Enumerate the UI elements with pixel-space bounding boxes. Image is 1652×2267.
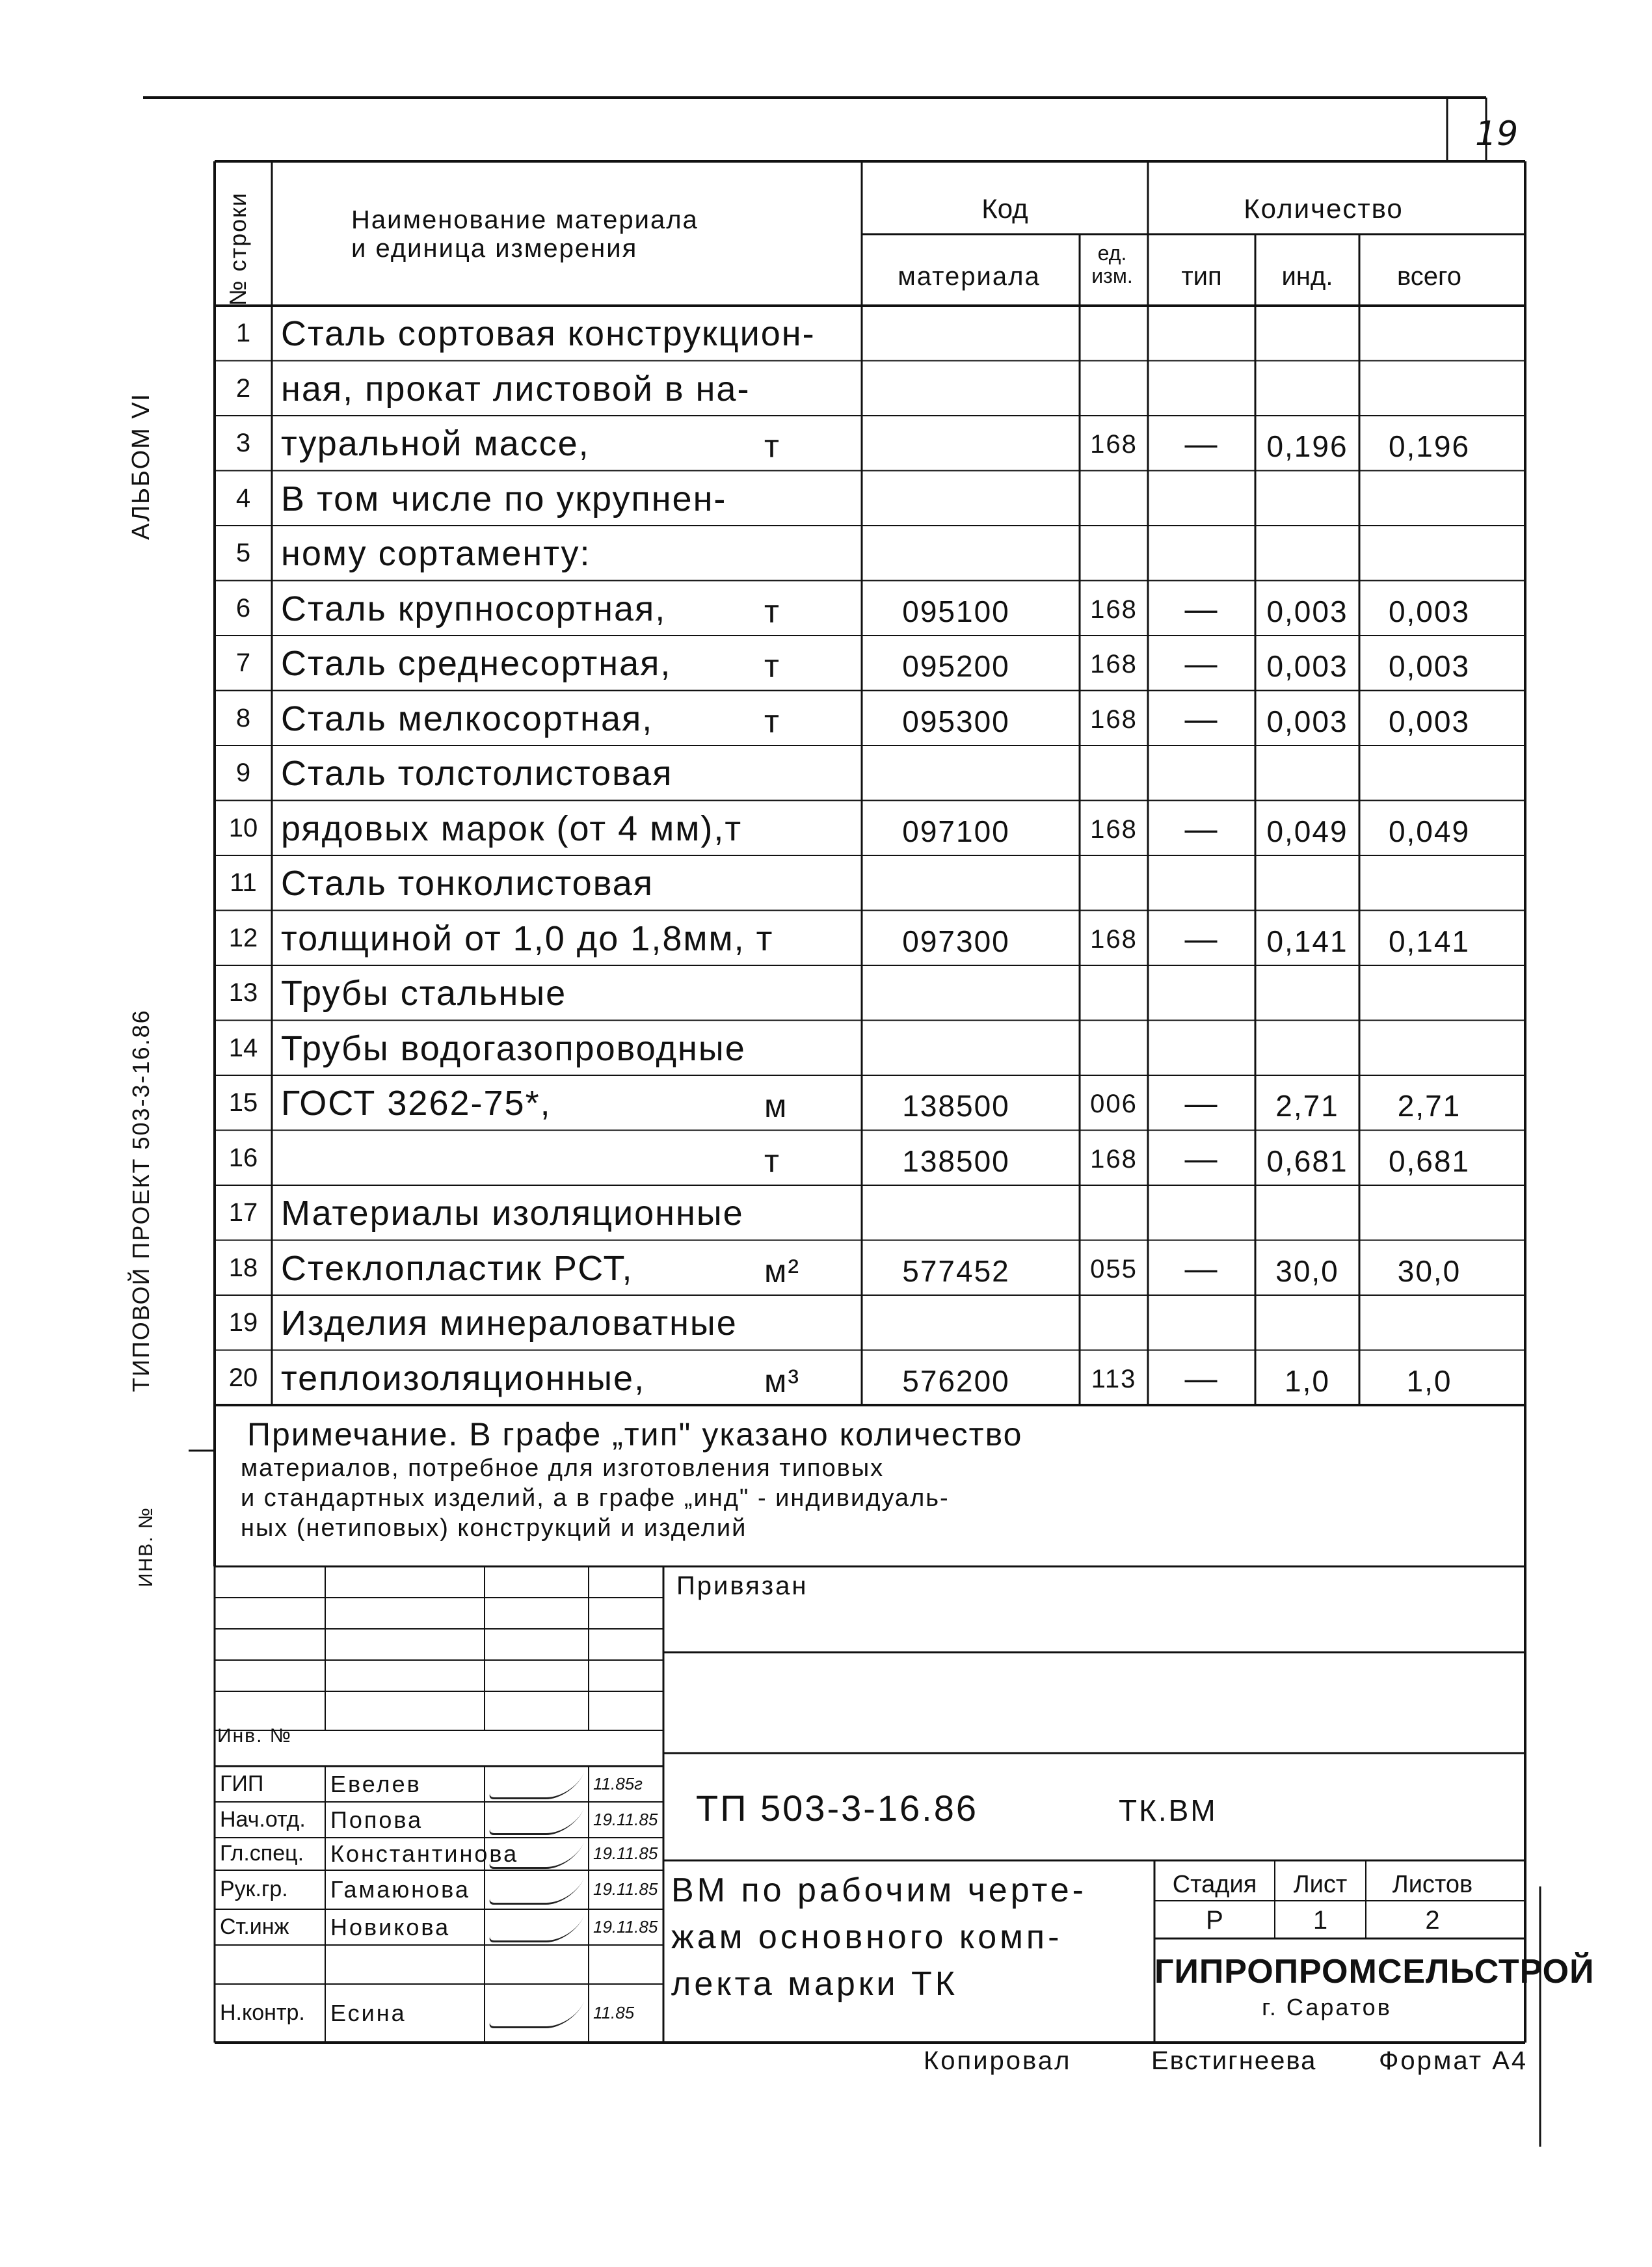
material-name: Сталь сортовая конструкцион-	[281, 314, 816, 353]
material-name: Стеклопластик РСТ,	[281, 1248, 633, 1288]
signer-role: Нач.отд.	[220, 1807, 306, 1832]
qty-total: 2,71	[1397, 1089, 1461, 1123]
sheet-label: Лист	[1293, 1871, 1348, 1898]
album-label: АЛЬБОМ VI	[127, 392, 155, 540]
material-name: рядовых марок (от 4 мм),т	[281, 809, 743, 848]
material-name: Трубы стальные	[281, 974, 567, 1013]
signer-role: Рук.гр.	[220, 1877, 288, 1901]
material-code: 577452	[902, 1254, 1010, 1288]
sheets-value: 2	[1425, 1906, 1440, 1935]
row-number: 17	[228, 1198, 258, 1227]
stage-value: Р	[1206, 1906, 1223, 1935]
sheets-label: Листов	[1392, 1871, 1473, 1898]
material-code: 095200	[902, 649, 1010, 683]
material-name: туральной массе,	[281, 424, 590, 463]
document-code: ТП 503-3-16.86	[696, 1788, 979, 1829]
row-number-header: № строки	[224, 191, 251, 306]
qty-ind: 0,003	[1266, 594, 1348, 628]
stage-label: Стадия	[1172, 1871, 1257, 1898]
qty-ind: 1,0	[1285, 1363, 1330, 1398]
material-code: 095100	[902, 594, 1010, 628]
row-number: 20	[228, 1363, 258, 1392]
project-label: ТИПОВОЙ ПРОЕКТ 503-3-16.86	[127, 1009, 154, 1392]
document-mark: ТК.ВМ	[1119, 1793, 1218, 1827]
material-unit: т	[764, 428, 780, 464]
qty-type: —	[1184, 920, 1219, 957]
qty-ind: 30,0	[1275, 1254, 1339, 1288]
qty-ind: 0,681	[1266, 1144, 1348, 1178]
material-name: Сталь крупносортная,	[281, 589, 667, 628]
signature-date: 19.11.85	[593, 1879, 658, 1899]
qty-type: —	[1184, 645, 1219, 682]
row-number: 11	[230, 868, 257, 897]
qty-type: —	[1184, 1085, 1219, 1121]
signer-name: Гамаюнова	[330, 1876, 470, 1903]
title-line1: ВМ по рабочим черте-	[671, 1871, 1087, 1909]
title-line3: лекта марки ТК	[671, 1965, 959, 2003]
note-line3: и стандартных изделий, а в графе „инд" - индивидуаль-	[241, 1484, 950, 1512]
signature-date: 19.11.85	[593, 1810, 658, 1829]
material-unit: т	[764, 703, 780, 740]
unit-code: 168	[1090, 704, 1138, 734]
material-code: 138500	[902, 1089, 1010, 1123]
qty-type: —	[1184, 1140, 1219, 1177]
qty-ind: 0,049	[1266, 814, 1348, 848]
note-line1: Примечание. В графе „тип" указано количество	[247, 1416, 1023, 1453]
title-line2: жам основного комп-	[671, 1918, 1063, 1956]
qty-ind: 0,196	[1266, 429, 1348, 463]
copied-by: Евстигнеева	[1151, 2046, 1317, 2075]
material-name: Сталь толстолистовая	[281, 754, 673, 793]
unit-code: 006	[1090, 1090, 1138, 1118]
inv-side-label: ИНВ. №	[135, 1506, 157, 1587]
material-name: толщиной от 1,0 до 1,8мм, т	[281, 919, 774, 958]
material-name: Изделия минераловатные	[281, 1304, 738, 1343]
material-name: Сталь тонколистовая	[281, 864, 654, 903]
qty-total: 0,003	[1388, 704, 1471, 738]
row-number: 1	[235, 319, 251, 347]
name-header-line1: Наименование материала	[351, 206, 699, 234]
material-unit: т	[764, 593, 780, 630]
signer-name: Константинова	[330, 1840, 519, 1867]
code-unit-header: ед. изм.	[1091, 241, 1133, 288]
qty-total: 1,0	[1406, 1363, 1452, 1398]
unit-code: 168	[1090, 595, 1138, 624]
material-name: В том числе по укрупнен-	[281, 479, 727, 518]
qty-type-header: тип	[1181, 262, 1222, 291]
unit-code: 168	[1090, 430, 1138, 459]
material-name: Сталь среднесортная,	[281, 644, 672, 683]
signature-date: 11.85г	[593, 1774, 643, 1793]
qty-type: —	[1184, 425, 1219, 462]
material-code: 138500	[902, 1144, 1010, 1178]
privyazan-label: Привязан	[676, 1572, 808, 1600]
material-code: 095300	[902, 704, 1010, 738]
organization-name: ГИПРОПРОМСЕЛЬСТРОЙ	[1154, 1953, 1595, 1991]
row-number: 2	[235, 373, 251, 403]
row-number: 5	[235, 539, 251, 567]
material-code: 097300	[902, 924, 1010, 958]
material-unit: т	[764, 1142, 780, 1179]
qty-ind: 0,003	[1266, 704, 1348, 738]
qty-total: 0,141	[1388, 924, 1471, 958]
row-number: 12	[228, 923, 258, 952]
qty-type: —	[1184, 1250, 1219, 1287]
material-name: ГОСТ 3262-75*,	[281, 1084, 552, 1123]
row-number: 3	[235, 429, 251, 457]
unit-code: 168	[1090, 650, 1138, 678]
row-number: 8	[235, 703, 251, 732]
qty-total: 30,0	[1397, 1254, 1461, 1288]
unit-code: 168	[1090, 814, 1138, 844]
note-line4: ных (нетиповых) конструкций и изделий	[241, 1514, 747, 1542]
material-code: 576200	[902, 1363, 1010, 1398]
copied-label: Копировал	[924, 2046, 1072, 2075]
qty-total: 0,049	[1388, 814, 1471, 848]
code-group-header: Код	[981, 193, 1028, 224]
signer-role: ГИП	[220, 1771, 264, 1796]
signer-role: Ст.инж	[220, 1914, 289, 1939]
row-number: 16	[228, 1143, 258, 1172]
material-unit: т	[764, 648, 780, 684]
qty-type: —	[1184, 810, 1219, 847]
material-name: Трубы водогазопроводные	[281, 1028, 746, 1068]
signature-date: 19.11.85	[593, 1844, 658, 1863]
row-number: 9	[235, 758, 251, 787]
signer-name: Есина	[330, 2000, 406, 2026]
material-name: теплоизоляционные,	[281, 1358, 646, 1398]
qty-total: 0,196	[1388, 429, 1471, 463]
qty-group-header: Количество	[1244, 193, 1404, 224]
qty-total: 0,003	[1388, 594, 1471, 628]
code-material-header: материала	[898, 262, 1041, 291]
row-number: 18	[228, 1253, 258, 1282]
unit-code: 168	[1090, 1144, 1138, 1174]
qty-total: 0,003	[1388, 649, 1471, 683]
unit-code: 055	[1090, 1254, 1138, 1283]
row-number: 6	[235, 593, 251, 623]
material-unit: м	[764, 1088, 788, 1124]
unit-code: 113	[1091, 1364, 1137, 1393]
qty-ind: 0,141	[1266, 924, 1348, 958]
qty-total-header: всего	[1396, 262, 1461, 291]
qty-ind: 0,003	[1266, 649, 1348, 683]
qty-type: —	[1184, 700, 1219, 737]
material-name: Материалы изоляционные	[281, 1194, 744, 1233]
signature-date: 11.85	[593, 2003, 635, 2022]
qty-ind-header: инд.	[1281, 262, 1333, 291]
organization-city: г. Саратов	[1262, 1994, 1392, 2020]
row-number: 13	[228, 978, 258, 1007]
row-number: 19	[228, 1308, 258, 1337]
material-name: Сталь мелкосортная,	[281, 699, 654, 738]
unit-code: 168	[1090, 924, 1138, 954]
material-code: 097100	[902, 814, 1010, 848]
qty-ind: 2,71	[1275, 1089, 1339, 1123]
signer-name: Попова	[330, 1806, 423, 1833]
qty-type: —	[1184, 590, 1219, 627]
material-unit: м³	[764, 1362, 801, 1399]
inv-number-label: Инв. №	[217, 1725, 292, 1747]
format-label: Формат А4	[1379, 2046, 1528, 2075]
row-number: 7	[235, 649, 251, 677]
row-number: 10	[228, 813, 258, 842]
material-name: ная, прокат листовой в на-	[281, 369, 751, 409]
signer-name: Новикова	[330, 1914, 451, 1940]
signer-role: Н.контр.	[220, 2000, 305, 2025]
material-unit: м²	[764, 1252, 801, 1289]
row-number: 4	[235, 483, 251, 513]
qty-type: —	[1184, 1360, 1219, 1397]
sheet-value: 1	[1312, 1906, 1328, 1935]
signer-name: Евелев	[330, 1771, 421, 1797]
page-number: 19	[1475, 114, 1519, 154]
qty-total: 0,681	[1388, 1144, 1471, 1178]
name-header-line2: и единица измерения	[351, 234, 638, 263]
signer-role: Гл.спец.	[220, 1841, 304, 1866]
material-name: ному сортаменту:	[281, 534, 591, 573]
signature-date: 19.11.85	[593, 1917, 658, 1937]
note-line2: материалов, потребное для изготовления типовых	[241, 1455, 885, 1482]
row-number: 14	[228, 1033, 258, 1062]
row-number: 15	[228, 1088, 258, 1117]
